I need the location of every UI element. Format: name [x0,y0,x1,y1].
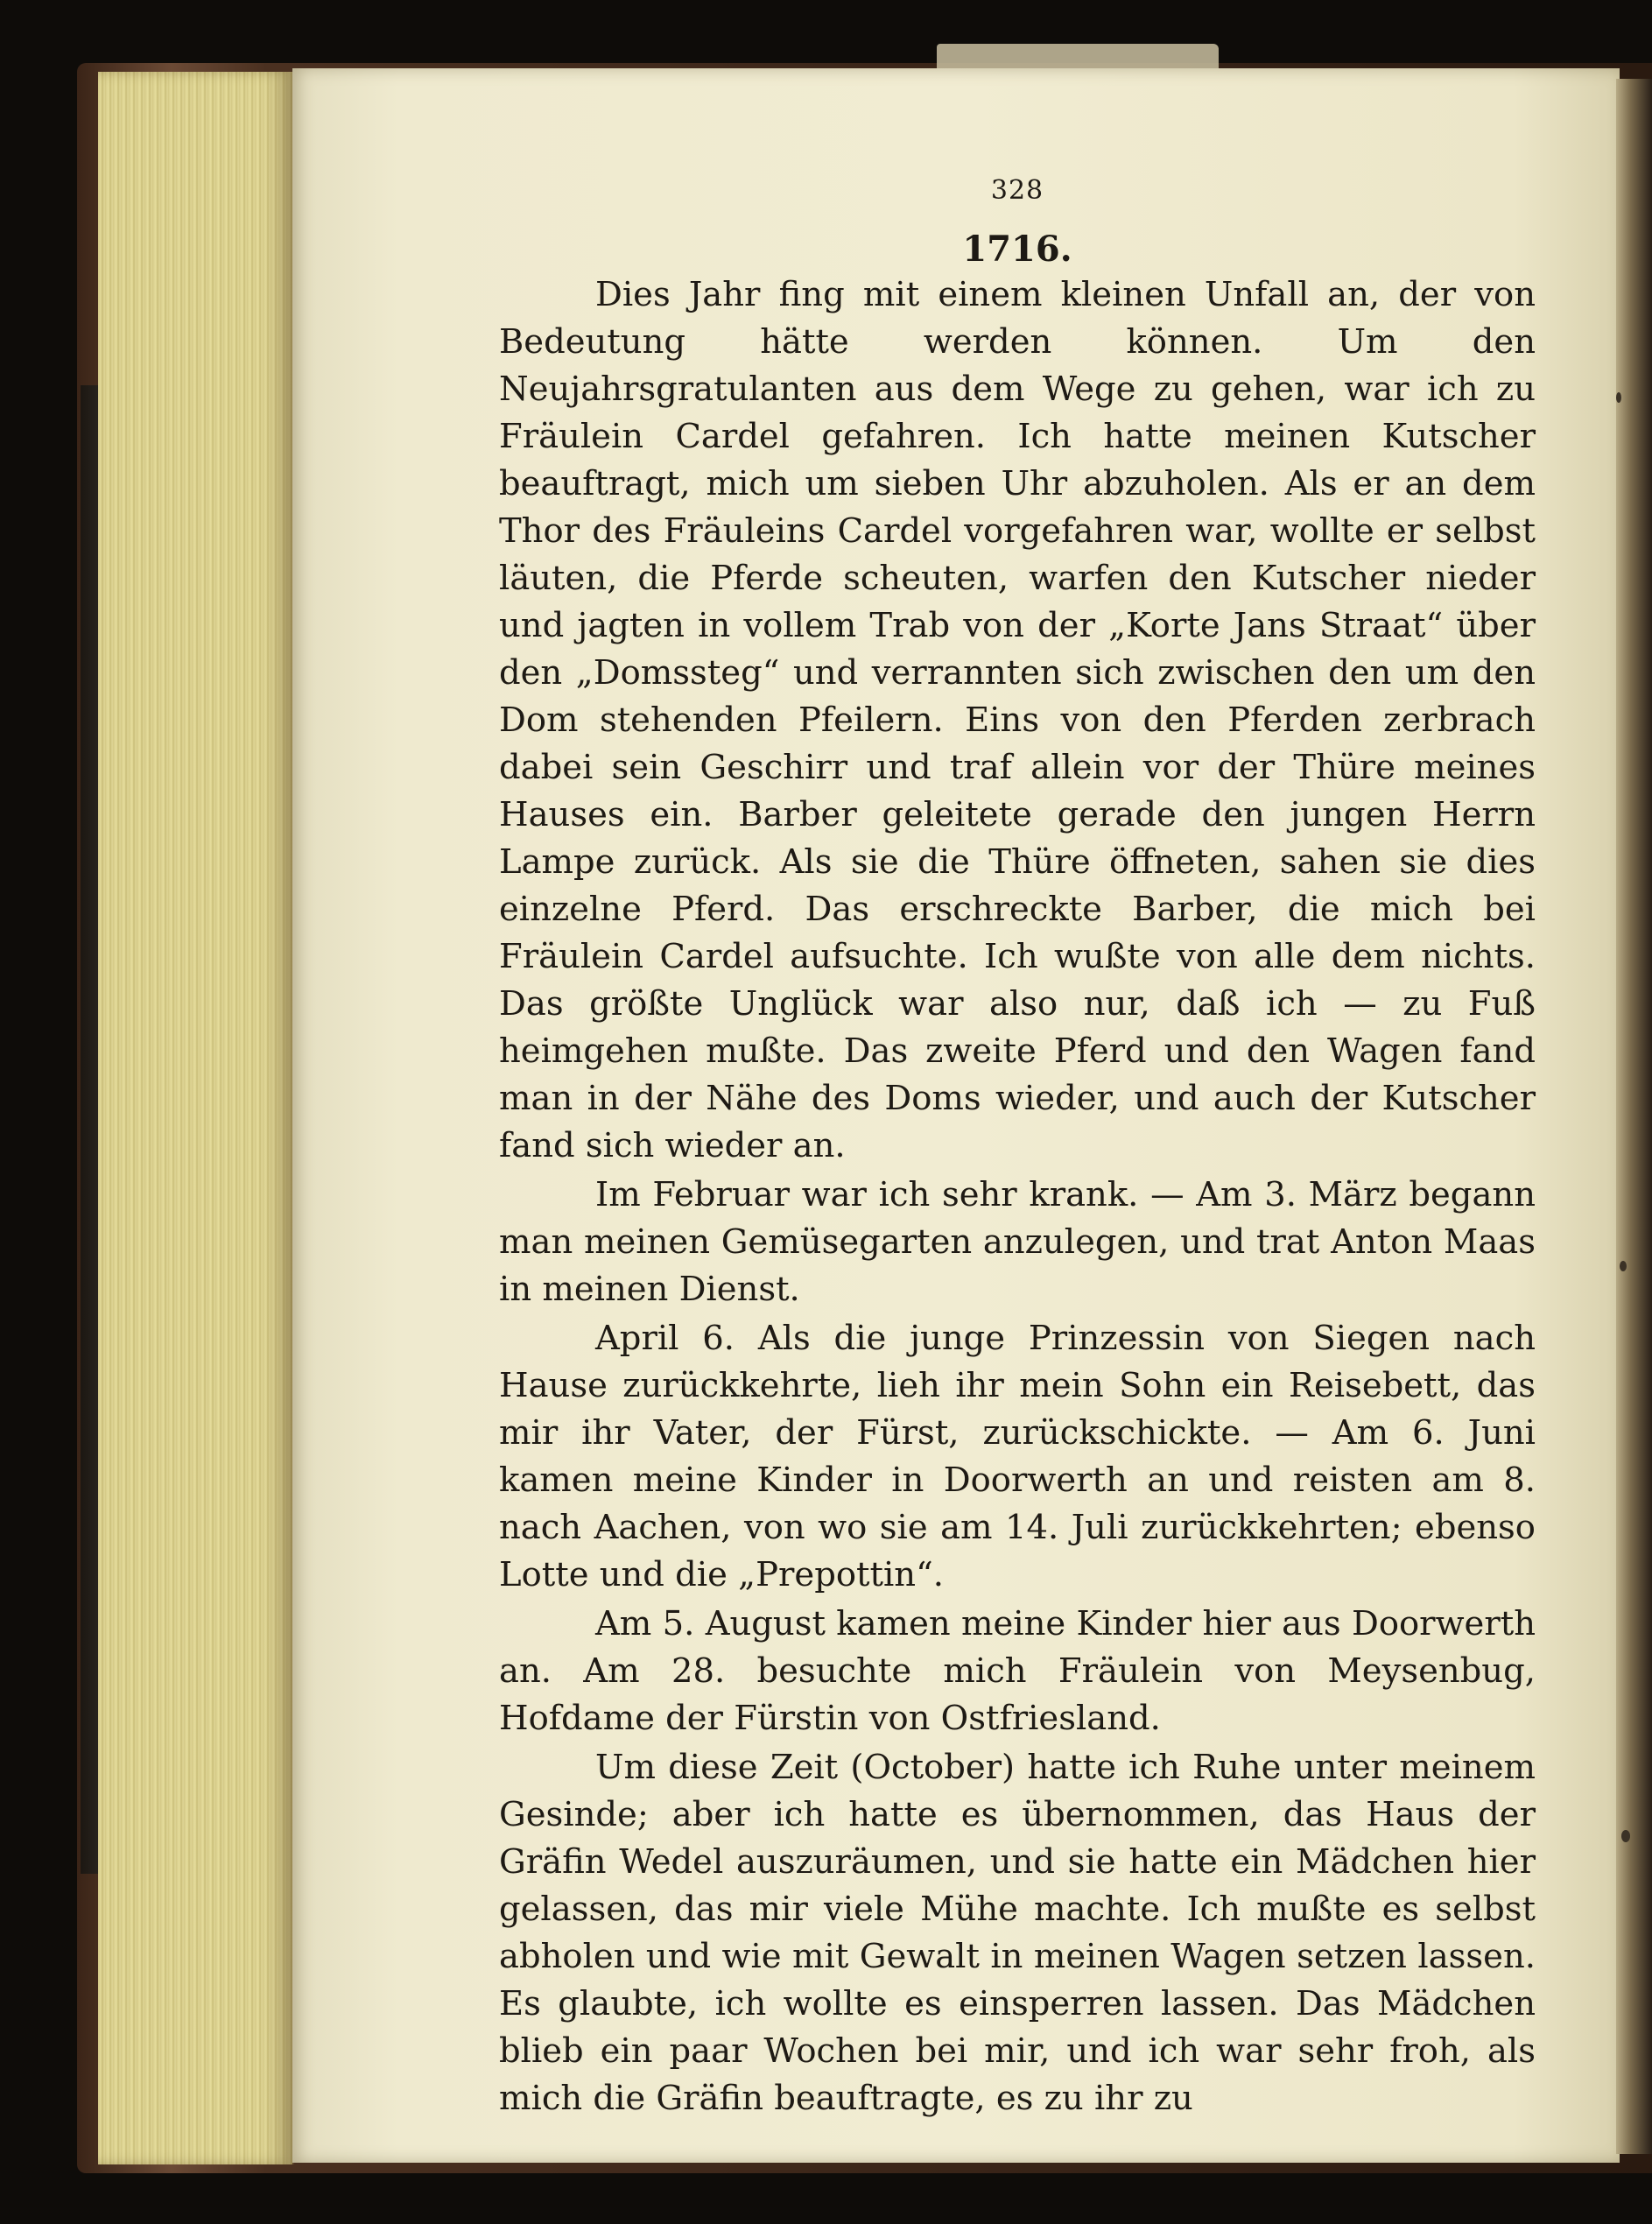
page-number: 328 [990,175,1044,206]
page-edges-shadow [263,72,294,2164]
paragraph-accident: Dies Jahr fing mit einem kleinen Unfall an, der von Bedeutung hätte werden können. Um den Neujahrsgratulanten aus dem Wege zu gehen, war ich zu Fräulein Cardel gefahren. Ich hatte meinen Kutscher beauftragt, mich um sieben Uhr abzuholen. Als er an dem Thor des Fräuleins Cardel vorgefahren war, wollte er selbst läuten, die Pferde scheuten, warfen den Kutscher nieder und jagten in vollem Trab von der „Korte Jans Straat“ über den „Domssteg“ und verrannten sich zwischen den um den Dom stehenden Pfeilern. Eins von den Pferden zerbrach dabei sein Geschirr und traf allein vor der Thüre meines Hauses ein. Barber geleitete gerade den jungen Herrn Lampe zurück. Als sie die Thüre öffneten, sahen sie dies einzelne Pferd. Das erschreckte Barber, die mich bei Fräulein Cardel aufsuchte. Ich wußte von alle dem nichts. Das größte Unglück war also nur, daß ich — zu Fuß heimgehen mußte. Das zweite Pferd und den Wagen fand man in der Nähe des Doms wieder, und auch der Kutscher fand sich wieder an. [499,275,1536,1165]
paragraph-august: Am 5. August kamen meine Kinder hier aus Doorwerth an. Am 28. besuchte mich Fräulein von Meysenbug, Hofdame der Fürstin von Ostfriesland. [499,1604,1536,1738]
paragraph-april: April 6. Als die junge Prinzessin von Siegen nach Hause zurückkehrte, lieh ihr mein Sohn ein Reisebett, das mir ihr Vater, der Fürst, zurückschickte. — Am 6. Juni kamen meine Kinder in Doorwerth an und reisten am 8. nach Aachen, von wo sie am 14. Juli zurückkehrten; ebenso Lotte und die „Prepottin“. [499,1319,1536,1594]
paragraph-february: Im Februar war ich sehr krank. — Am 3. März begann man meinen Gemüsegarten anzulegen, und trat Anton Maas in meinen Dienst. [499,1175,1536,1309]
year-heading: 1716. [962,229,1072,270]
paragraph-october: Um diese Zeit (October) hatte ich Ruhe unter meinem Gesinde; aber ich hatte es übernommen, das Haus der Gräfin Wedel auszuräumen, und sie hatte ein Mädchen hier gelassen, das mir viele Mühe machte. Ich mußte es selbst abholen und wie mit Gewalt in meinen Wagen setzen lassen. Es glaubte, ich wollte es einsperren lassen. Das Mädchen blieb ein paar Wochen bei mir, und ich war sehr froh, als mich die Gräfin beauftragte, es zu ihr zu [499,1748,1536,2118]
page-right-edge [1616,79,1652,2154]
ink-speck [1621,1830,1630,1842]
page-text-block [499,175,1536,2124]
ink-speck [1616,392,1621,403]
ink-speck [1620,1261,1627,1271]
